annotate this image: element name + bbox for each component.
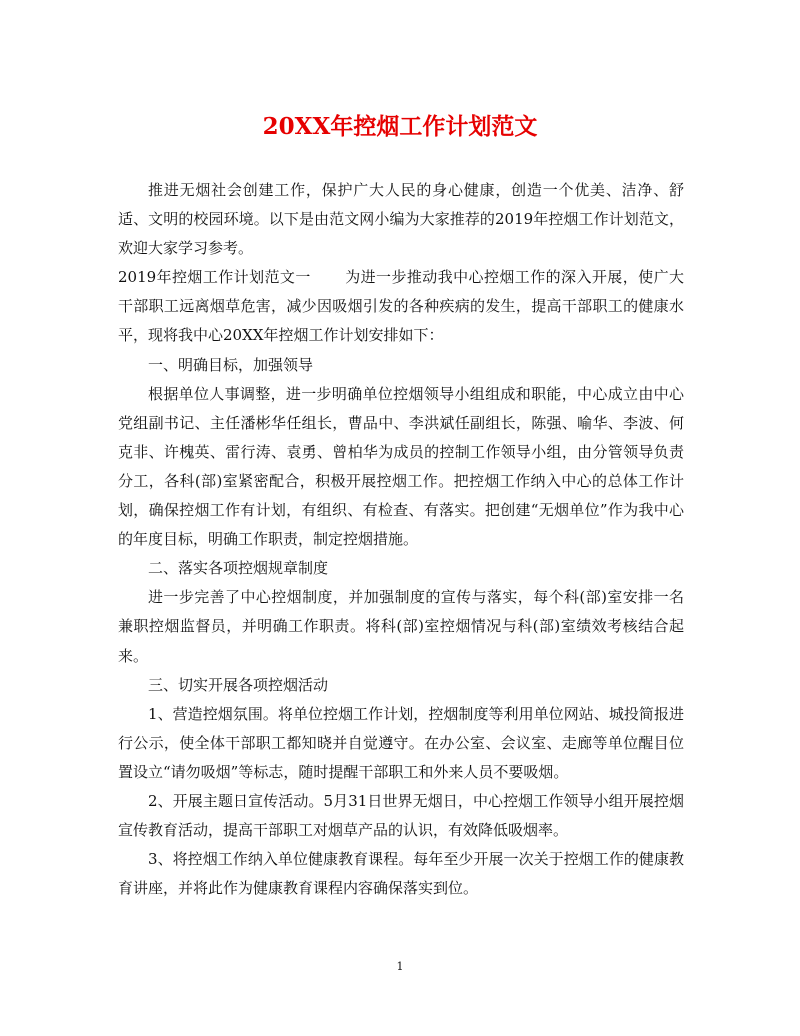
list-item-2: 2、开展主题日宣传活动。5月31日世界无烟日，中心控烟工作领导小组开展控烟宣传教育活动，提高干部职工对烟草产品的认识，有效降低吸烟率。 (118, 791, 684, 840)
section-heading-3: 三、切实开展各项控烟活动 (148, 675, 329, 694)
sub-intro-paragraph (118, 263, 684, 350)
intro-paragraph: 推进无烟社会创建工作，保护广大人民的身心健康，创造一个优美、洁净、舒适、文明的校园环境。以下是由范文网小编为大家推荐的2019年控烟工作计划范文，欢迎大家学习参考。 (118, 181, 684, 258)
sub-title: 2019年控烟工作计划范文一 (118, 268, 311, 287)
document-title: 20XX年控烟工作计划范文 (262, 113, 538, 140)
page-number: 1 (396, 960, 404, 973)
section-heading-2: 二、落实各项控烟规章制度 (148, 559, 329, 578)
section-body-2: 进一步完善了中心控烟制度，并加强制度的宣传与落实，每个科(部)室安排一名兼职控烟监督员，并明确工作职责。将科(部)室控烟情况与科(部)室绩效考核结合起来。 (118, 588, 684, 665)
document-body (118, 176, 684, 903)
sub-intro-text: 为进一步推动我中心控烟工作的深入开展，使广大干部职工远离烟草危害，减少因吸烟引发的各种疾病的发生，提高干部职工的健康水平，现将我中心20XX年控烟工作计划安排如下： (118, 268, 684, 345)
section-body-1: 根据单位人事调整，进一步明确单位控烟领导小组组成和职能，中心成立由中心党组副书记、主任潘彬华任组长，曹品中、李洪斌任副组长，陈强、喻华、李波、何克非、许槐英、雷行涛、袁勇、曾柏华为成员的控制工作领导小组，由分管领导负责分工，各科(部)室紧密配合，积极开展控烟工作。把控烟工作纳入中心的总体工作计划，确保控烟工作有计划，有组织、有检查、有落实。把创建“无烟单位”作为我中心的年度目标，明确工作职责，制定控烟措施。 (118, 384, 684, 549)
list-item-1: 1、营造控烟氛围。将单位控烟工作计划，控烟制度等利用单位网站、城投简报进行公示，使全体干部职工都知晓并自觉遵守。在办公室、会议室、走廊等单位醒目位置设立“请勿吸烟”等标志，随时提醒干部职工和外来人员不要吸烟。 (118, 704, 684, 781)
list-item-3: 3、将控烟工作纳入单位健康教育课程。每年至少开展一次关于控烟工作的健康教育讲座，并将此作为健康教育课程内容确保落实到位。 (118, 850, 684, 898)
section-heading-1: 一、明确目标，加强领导 (148, 355, 314, 374)
